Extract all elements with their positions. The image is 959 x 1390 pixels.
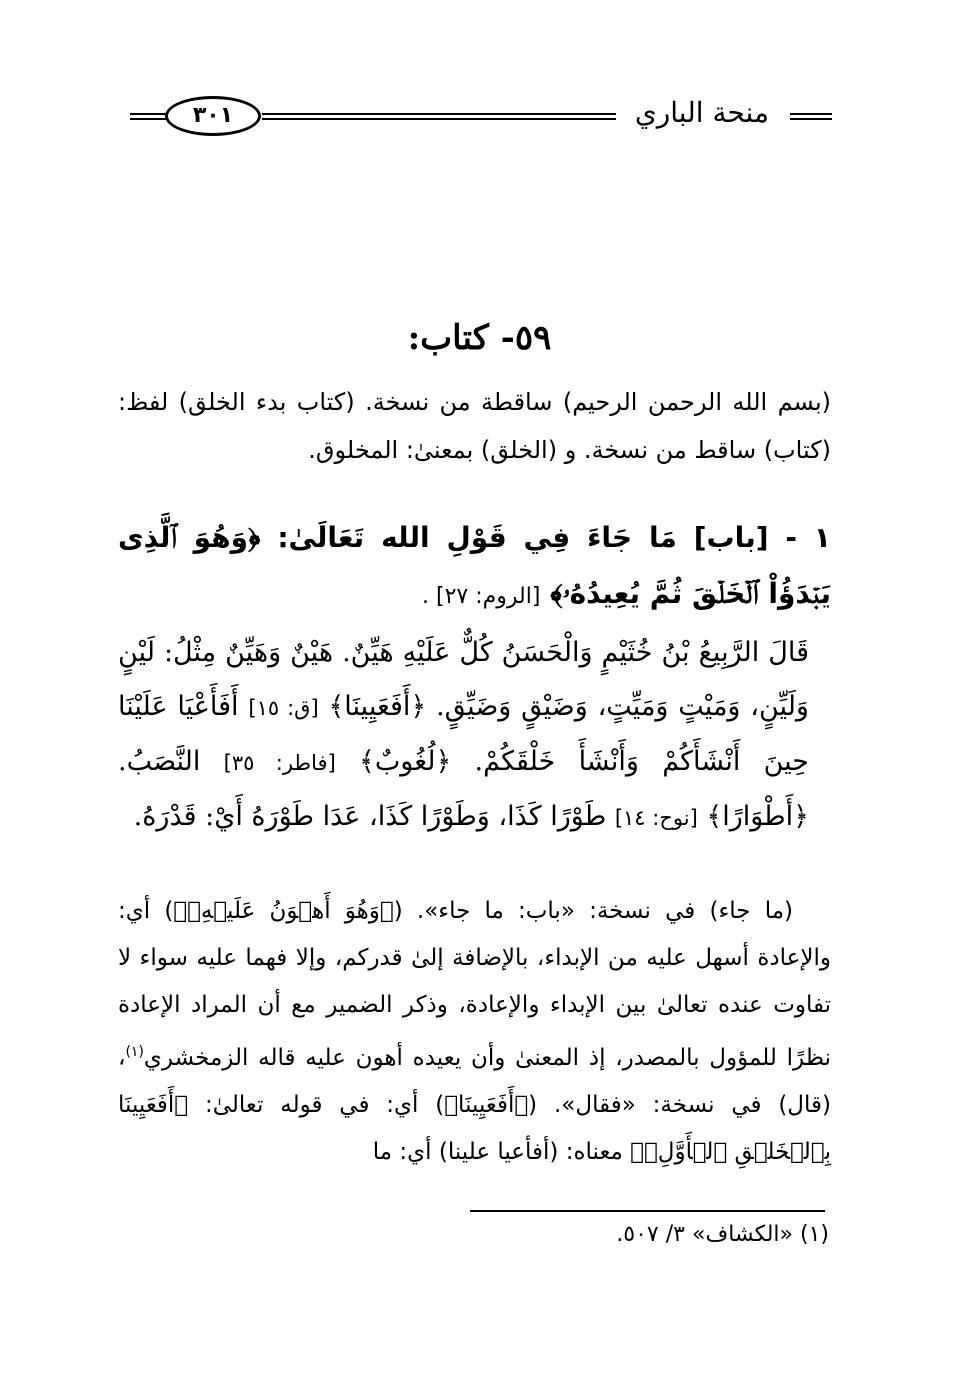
header-rule-left — [130, 113, 166, 120]
header-rule-right — [790, 113, 832, 120]
header-rule-middle — [262, 113, 616, 120]
manuscript-note: (بسم الله الرحمن الرحيم) ساقطة من نسخة. (كتاب بدء الخلق) لفظ: (كتاب) ساقط من نسخة. و (الخلق) بمعنىٰ: المخلوق. — [118, 388, 831, 464]
matn-ref-1: [ق: ١٥] — [248, 696, 319, 720]
matn-part-2: أَفَأَعْيَا عَلَيْنَا حِينَ أَنْشَأَكُمْ وَأَنْشَأَ خَلْقَكُمْ. ﴿لُغُوبٌ﴾ — [118, 691, 809, 777]
book-title: منحة الباري — [634, 96, 769, 129]
bab-text: ١ - [باب] مَا جَاءَ فِي قَوْلِ الله تَعَالَىٰ: ﴿وَهُوَ ٱلَّذِى يَبۡدَؤُاْ ٱلۡخَلۡقَ ثُمَّ يُعِيدُهُۥ﴾ — [118, 521, 831, 610]
commentary-text — [118, 888, 831, 1176]
bab-reference: [الروم: ٢٧] . — [422, 584, 541, 609]
footnote-item: (١) «الكشاف» ٣/ ٥٠٧. — [616, 1222, 829, 1247]
chapter-heading: ٥٩- كتاب: — [407, 318, 552, 358]
matn-ref-2: [فاطر: ٣٥] — [223, 751, 336, 775]
footnote-marker[interactable]: (١) — [125, 1044, 144, 1060]
commentary-part-1: (ما جاء) في نسخة: «باب: ما جاء». (﴿وَهُوَ أَهۡوَنُ عَلَيۡهِۚ﴾) أي: والإعادة أسهل عليه من الإبداء، بالإضافة إلىٰ قدركم، وإلا فهما عليه سواء لا تفاوت عنده تعالىٰ بين الإبداء والإعادة، وذكر الضمير مع أن المراد الإعادة نظرًا للمؤول بالمصدر، إذ المعنىٰ وأن يعيده أهون عليه قاله الزمخشري — [118, 898, 831, 1071]
matn-ref-3: [نوح: ١٤] — [614, 806, 698, 830]
matn-part-1: قَالَ الرَّبِيعُ بْنُ خُثَيْمٍ وَالْحَسَنُ كُلٌّ عَلَيْهِ هَيِّنٌ. هَيْنٌ وَهَيِّنٌ مِثْلُ: لَيْنٍ وَلَيِّنٍ، وَمَيْتٍ وَمَيِّتٍ، وَضَيْقٍ وَضَيِّقٍ. ﴿أَفَعَيِينَا﴾ — [118, 637, 809, 722]
footnote-divider — [470, 1210, 825, 1212]
matn-text — [118, 626, 809, 845]
commentary-part-2: ، (قال) في نسخة: «فقال». (﴿أَفَعَيِينَا﴾) أي: في قوله تعالىٰ: ﴿أَفَعَيِينَا بِٱلۡخَلۡقِ ٱلۡأَوَّلِۚ﴾ معناه: (أفأعيا علينا) أي: ما — [118, 1044, 831, 1165]
page-number: ٣٠١ — [165, 96, 261, 136]
matn-part-3: النَّصَبُ. ﴿أَطْوَارًا﴾ — [118, 746, 809, 832]
matn-part-4: طَوْرًا كَذَا، وَطَوْرًا كَذَا، عَدَا طَوْرَهُ أَيْ: قَدْرَهُ. — [133, 801, 607, 832]
bab-heading — [118, 510, 831, 625]
